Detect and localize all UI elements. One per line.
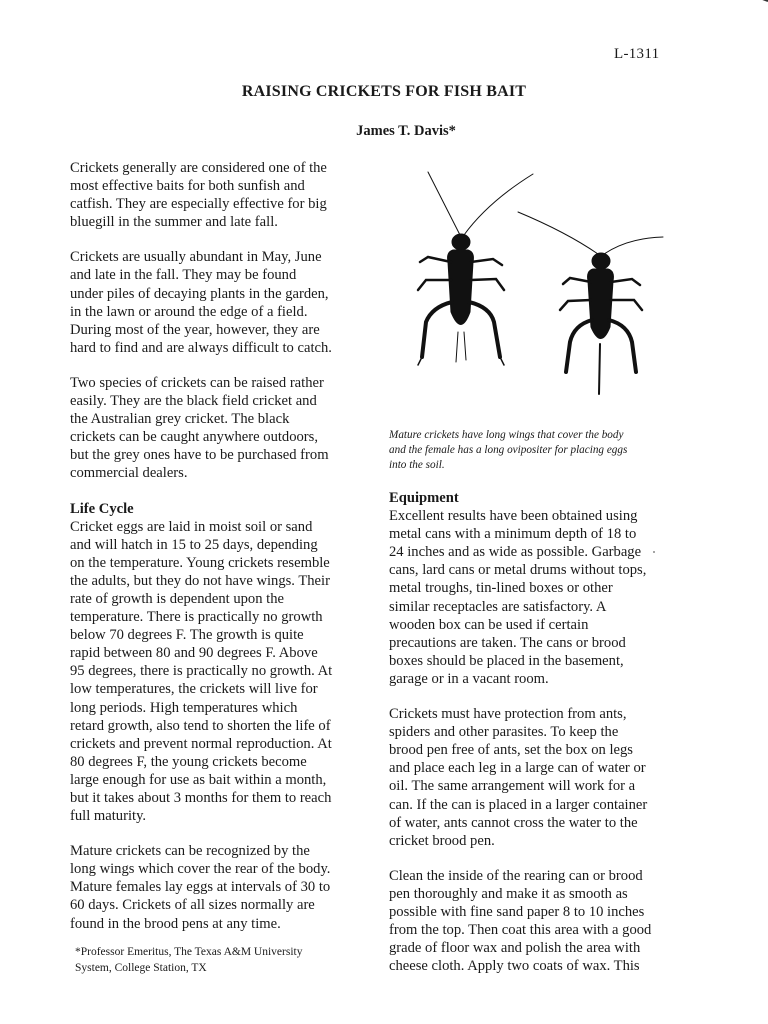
- text-line: similar receptacles are satisfactory. A: [389, 598, 607, 615]
- text-line: metal cans with a minimum depth of 18 to: [389, 526, 637, 543]
- text-line: retard growth, also tend to shorten the life of: [70, 717, 331, 734]
- text-line: under piles of decaying plants in the garden,: [70, 285, 329, 302]
- text-line: 60 days. Crickets of all sizes normally are: [70, 897, 315, 914]
- text-line: cricket brood pen.: [389, 832, 495, 849]
- text-line: Excellent results have been obtained using: [389, 508, 638, 525]
- text-line: System, College Station, TX: [75, 962, 207, 974]
- text-line: wooden box can be used if certain: [389, 616, 589, 633]
- author-byline: James T. Davis*: [356, 123, 456, 139]
- female-cricket-figure: [518, 212, 663, 394]
- equipment-paragraph: [389, 507, 671, 688]
- text-line: Mature crickets can be recognized by the: [70, 843, 310, 860]
- text-line: the adults, but they do not have wings. Their: [70, 572, 330, 589]
- text-line: easily. They are the black field cricket and: [70, 393, 317, 410]
- text-line: crickets and prevent normal reproduction. At: [70, 735, 332, 752]
- text-line: *Professor Emeritus, The Texas A&M University: [75, 946, 303, 958]
- footnote: [75, 944, 357, 976]
- protection-paragraph: [389, 705, 671, 850]
- equipment-heading: Equipment: [389, 490, 459, 506]
- text-line: and the female has a long ovipositer for placing eggs: [389, 444, 628, 456]
- right-column: [389, 489, 671, 975]
- text-line: 24 inches and as wide as possible. Garbage: [389, 544, 642, 561]
- text-line: crickets can be caught anywhere outdoors,: [70, 429, 318, 446]
- text-line: temperature. There is practically no growth: [70, 609, 323, 626]
- text-line: and place each leg in a large can of water or: [389, 760, 646, 777]
- text-line: full maturity.: [70, 808, 147, 825]
- text-line: Crickets must have protection from ants,: [389, 706, 627, 723]
- male-cricket-figure: [418, 172, 533, 365]
- text-line: Mature females lay eggs at intervals of 30 to: [70, 879, 331, 896]
- text-line: in the lawn or around the edge of a field.: [70, 303, 308, 320]
- text-line: cans, lard cans or metal drums without tops,: [389, 562, 647, 579]
- text-line: pen thoroughly and make it as smooth as: [389, 885, 628, 902]
- text-line: rate of growth is dependent upon the: [70, 590, 284, 607]
- text-line: catfish. They are especially effective for big: [70, 196, 327, 213]
- mature-crickets-paragraph: [70, 842, 352, 932]
- page-title: RAISING CRICKETS FOR FISH BAIT: [241, 83, 527, 100]
- text-line: garage or in a vacant room.: [389, 670, 549, 687]
- text-line: hard to find and are always difficult to catch.: [70, 339, 332, 356]
- text-line: into the soil.: [389, 459, 445, 471]
- text-line: and will hatch in 15 to 25 days, depending: [70, 536, 318, 553]
- text-line: Clean the inside of the rearing can or brood: [389, 867, 643, 884]
- text-line: Cricket eggs are laid in moist soil or sand: [70, 518, 313, 535]
- text-line: low temperatures, the crickets will live for: [70, 681, 318, 698]
- text-line: brood pen free of ants, set the box on legs: [389, 742, 633, 759]
- text-line: can. If the can is placed in a larger container: [389, 796, 648, 813]
- text-line: found in the brood pens at any time.: [70, 915, 281, 932]
- text-line: the Australian grey cricket. The black: [70, 411, 290, 428]
- text-line: most effective baits for both sunfish and: [70, 178, 305, 195]
- life-cycle-paragraph: [70, 518, 352, 826]
- text-line: 95 degrees, there is practically no growth. At: [70, 663, 333, 680]
- left-column: [70, 159, 352, 933]
- text-line: possible with fine sand paper 8 to 10 inches: [389, 903, 645, 920]
- text-line: bluegill in the summer and late fall.: [70, 214, 278, 231]
- abundance-paragraph: [70, 248, 352, 357]
- text-line: long periods. High temperatures which: [70, 699, 298, 716]
- text-line: commercial dealers.: [70, 465, 188, 482]
- scan-mark: [755, 0, 768, 2]
- text-line: During most of the year, however, they are: [70, 321, 320, 338]
- text-line: on the temperature. Young crickets resemble: [70, 554, 330, 571]
- text-line: but the grey ones have to be purchased from: [70, 447, 329, 464]
- text-line: boxes should be placed in the basement,: [389, 652, 624, 669]
- text-line: from the top. Then coat this area with a good: [389, 922, 652, 939]
- text-line: Mature crickets have long wings that cover the body: [389, 429, 624, 441]
- text-line: but it takes about 3 months for them to reach: [70, 790, 332, 806]
- text-line: below 70 degrees F. The growth is quite: [70, 627, 304, 644]
- figure-caption: [389, 428, 671, 473]
- text-line: large enough for use as bait within a month,: [70, 771, 327, 788]
- text-line: oil. The same arrangement will work for a: [389, 778, 636, 795]
- text-line: spiders and other parasites. To keep the: [389, 724, 619, 741]
- text-line: precautions are taken. The cans or brood: [389, 634, 626, 651]
- document-number: L-1311: [614, 46, 660, 62]
- text-line: of water, ants cannot cross the water to the: [389, 814, 638, 831]
- text-line: Two species of crickets can be raised rather: [70, 374, 324, 391]
- species-paragraph: [70, 374, 352, 483]
- text-line: cheese cloth. Apply two coats of wax. This: [389, 958, 640, 975]
- text-line: metal troughs, tin-lined boxes or other: [389, 580, 613, 597]
- life-cycle-heading: Life Cycle: [70, 500, 134, 517]
- text-line: Crickets generally are considered one of the: [70, 160, 327, 176]
- text-line: long wings which cover the rear of the body.: [70, 861, 331, 878]
- text-line: rapid between 80 and 90 degrees F. Above: [70, 645, 318, 662]
- cleaning-paragraph: [389, 867, 671, 976]
- text-line: and late in the fall. They may be found: [70, 267, 297, 284]
- text-line: grade of floor wax and polish the area with: [389, 940, 641, 957]
- text-line: 80 degrees F, the young crickets become: [70, 753, 307, 770]
- intro-paragraph: [70, 159, 352, 231]
- cricket-illustration: [398, 162, 688, 402]
- text-line: Crickets are usually abundant in May, June: [70, 249, 322, 266]
